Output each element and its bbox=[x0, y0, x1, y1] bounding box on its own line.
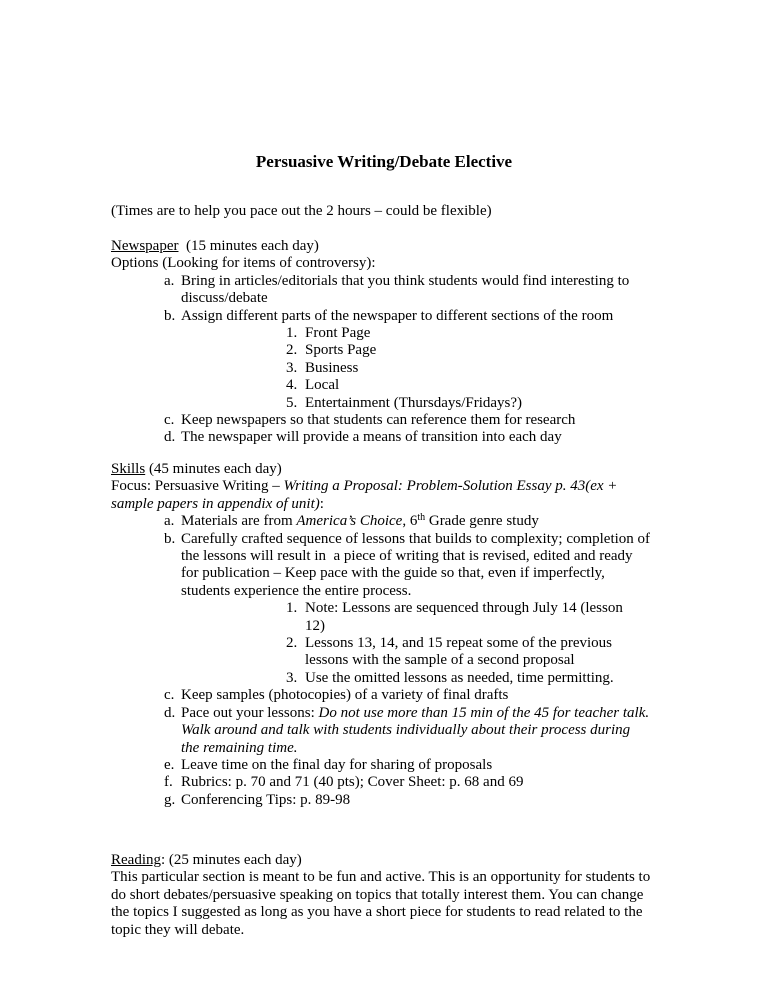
text-run: , 6 bbox=[402, 513, 418, 530]
list-item-text: Rubrics: p. 70 and 71 (40 pts); Cover Sheet: p. 68 and 69 bbox=[181, 774, 524, 791]
list-marker: 1. bbox=[286, 325, 298, 342]
intro-text: (Times are to help you pace out the 2 hours – could be flexible) bbox=[111, 203, 492, 219]
skills-note-item bbox=[111, 670, 671, 687]
newspaper-item-c bbox=[111, 412, 671, 429]
list-item-text: for publication – Keep pace with the guide so that, even if imperfectly, bbox=[181, 565, 605, 582]
skills-focus-suffix: : bbox=[319, 495, 324, 512]
newspaper-heading: Newspaper bbox=[111, 238, 179, 254]
list-item-text: Sports Page bbox=[305, 342, 377, 359]
list-item-text: 12) bbox=[305, 617, 325, 634]
list-item-text: Keep newspapers so that students can reference them for research bbox=[181, 412, 576, 429]
list-item-text: Carefully crafted sequence of lessons that builds to complexity; completion of bbox=[181, 530, 651, 547]
skills-item-a bbox=[111, 513, 671, 530]
newspaper-section-item bbox=[111, 325, 671, 342]
list-marker: b. bbox=[164, 530, 176, 547]
list-item-text bbox=[181, 513, 671, 530]
list-marker: b. bbox=[164, 307, 176, 324]
newspaper-section-item bbox=[111, 395, 671, 412]
skills-heading: Skills bbox=[111, 461, 146, 477]
newspaper-heading-line bbox=[111, 238, 671, 255]
list-marker: a. bbox=[164, 272, 175, 289]
list-marker: 2. bbox=[286, 342, 298, 359]
newspaper-section-item bbox=[111, 377, 671, 394]
list-item-text: the lessons will result in a piece of writing that is revised, edited and ready bbox=[181, 548, 633, 565]
reading-paragraph-line: This particular section is meant to be fun and active. This is an opportunity for students to bbox=[111, 869, 651, 886]
list-item-text: discuss/debate bbox=[181, 290, 268, 307]
list-item-text: Local bbox=[305, 377, 340, 394]
list-item-text: Keep samples (photocopies) of a variety of final drafts bbox=[181, 687, 509, 704]
list-item-text: Leave time on the final day for sharing of proposals bbox=[181, 756, 493, 773]
skills-focus-title-cont: sample papers in appendix of unit) bbox=[111, 495, 320, 512]
list-item-text: Business bbox=[305, 359, 359, 376]
skills-item-c bbox=[111, 687, 671, 704]
list-item-text: Note: Lessons are sequenced through July 14 (lesson bbox=[305, 600, 623, 617]
skills-item-b bbox=[111, 531, 671, 601]
newspaper-heading-note: (15 minutes each day) bbox=[178, 238, 319, 254]
newspaper-item-d bbox=[111, 429, 671, 446]
list-marker: 3. bbox=[286, 669, 298, 686]
skills-note-item bbox=[111, 600, 671, 635]
list-item-text: lessons with the sample of a second proposal bbox=[305, 652, 575, 669]
emphasis-text: Do not use more than 15 min of the 45 for teacher talk. bbox=[318, 704, 650, 721]
list-item-text: Lessons 13, 14, and 15 repeat some of the previous bbox=[305, 635, 613, 652]
reading-paragraph-line: topic they will debate. bbox=[111, 921, 245, 938]
emphasis-text: the remaining time. bbox=[181, 739, 298, 756]
list-marker: 2. bbox=[286, 635, 298, 652]
list-marker: c. bbox=[164, 412, 175, 429]
skills-item-d bbox=[111, 705, 671, 757]
skills-item-g bbox=[111, 792, 671, 809]
list-marker: a. bbox=[164, 513, 175, 530]
reading-heading-line bbox=[111, 852, 701, 869]
list-marker: f. bbox=[164, 774, 173, 791]
list-item-text: Bring in articles/editorials that you think students would find interesting to bbox=[181, 272, 630, 289]
newspaper-section-item bbox=[111, 342, 671, 359]
text-run: Grade genre study bbox=[425, 513, 539, 530]
list-item-text bbox=[181, 722, 671, 739]
reading-paragraph-line: do short debates/persuasive speaking on topics that totally interest them. You can change bbox=[111, 886, 644, 903]
emphasis-text: Walk around and talk with students individually about their process during bbox=[181, 722, 631, 739]
skills-focus-line-2 bbox=[111, 496, 671, 513]
list-item-text: students experience the entire process. bbox=[181, 582, 412, 599]
text-run: Pace out your lessons: bbox=[181, 704, 319, 721]
list-marker: 5. bbox=[286, 394, 298, 411]
list-marker: d. bbox=[164, 704, 176, 721]
skills-focus-prefix: Focus: Persuasive Writing – bbox=[111, 478, 284, 495]
superscript: th bbox=[417, 512, 426, 524]
book-title: America’s Choice bbox=[296, 513, 403, 530]
newspaper-section bbox=[111, 238, 671, 447]
list-marker: c. bbox=[164, 687, 175, 704]
list-marker: 3. bbox=[286, 359, 298, 376]
list-item-text: Conferencing Tips: p. 89-98 bbox=[181, 791, 351, 808]
skills-item-f bbox=[111, 774, 671, 791]
reading-heading: Reading bbox=[111, 852, 161, 868]
list-marker: g. bbox=[164, 791, 176, 808]
newspaper-item-b bbox=[111, 308, 671, 325]
skills-heading-note: (45 minutes each day) bbox=[145, 461, 282, 477]
document-title: Persuasive Writing/Debate Elective bbox=[255, 152, 513, 171]
list-item-text: Front Page bbox=[305, 325, 371, 342]
list-item-text: Assign different parts of the newspaper to different sections of the room bbox=[181, 307, 614, 324]
list-item-text: Use the omitted lessons as needed, time permitting. bbox=[305, 669, 614, 686]
newspaper-item-a bbox=[111, 273, 671, 308]
reading-heading-note: : (25 minutes each day) bbox=[161, 852, 302, 868]
newspaper-options: Options (Looking for items of controversy): bbox=[111, 255, 376, 272]
reading-paragraph-line: the topics I suggested as long as you have a short piece for students to read related to the bbox=[111, 904, 643, 921]
list-marker: 4. bbox=[286, 377, 298, 394]
skills-focus-line-1 bbox=[111, 478, 671, 495]
skills-heading-line bbox=[111, 461, 671, 478]
intro-note bbox=[111, 203, 671, 220]
newspaper-section-item bbox=[111, 360, 671, 377]
skills-item-e bbox=[111, 757, 671, 774]
skills-section bbox=[111, 461, 671, 809]
list-marker: d. bbox=[164, 429, 176, 446]
list-marker: e. bbox=[164, 756, 175, 773]
list-item-text bbox=[181, 740, 671, 757]
list-item-text bbox=[181, 705, 671, 722]
list-item-text: Entertainment (Thursdays/Fridays?) bbox=[305, 394, 523, 411]
reading-section bbox=[111, 852, 701, 939]
list-item-text: The newspaper will provide a means of transition into each day bbox=[181, 429, 562, 446]
list-marker: 1. bbox=[286, 600, 298, 617]
skills-note-item bbox=[111, 635, 671, 670]
skills-focus-title: Writing a Proposal: Problem-Solution Essay p. 43(ex + bbox=[283, 478, 618, 495]
text-run: Materials are from bbox=[181, 513, 297, 530]
